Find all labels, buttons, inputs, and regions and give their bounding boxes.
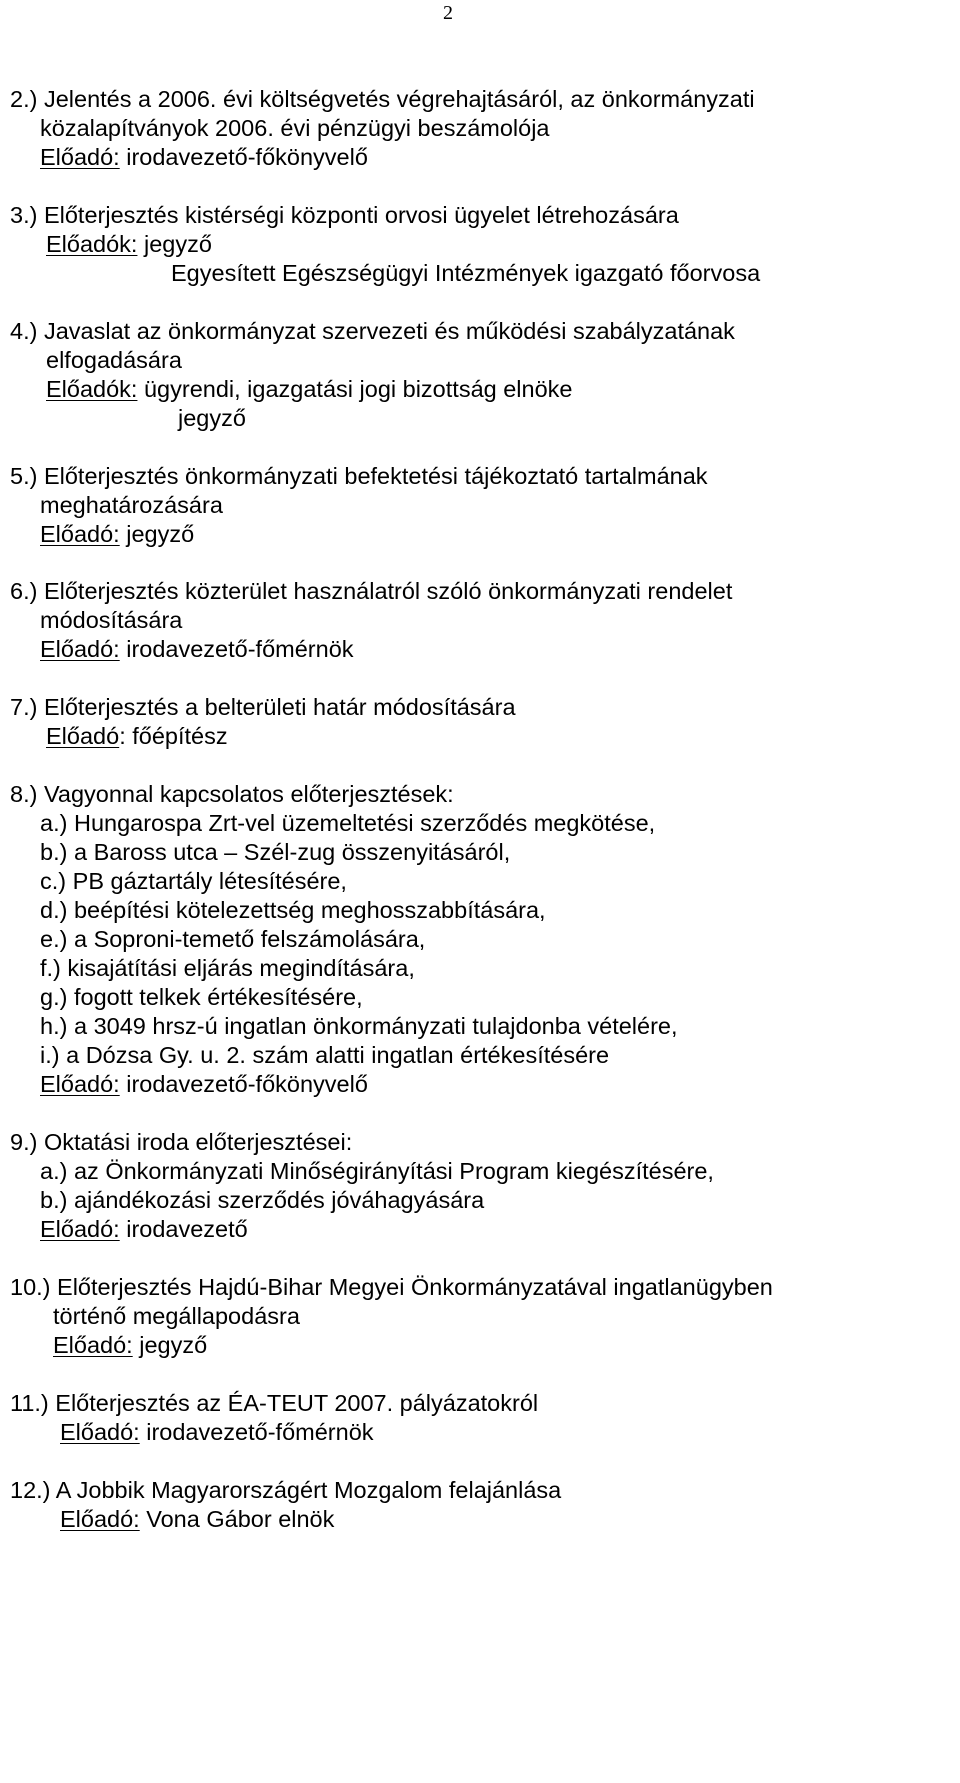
agenda-item-10-title-cont: történő megállapodásra bbox=[53, 1303, 300, 1329]
subitem-9b: b.) ajándékozási szerződés jóváhagyására bbox=[40, 1187, 485, 1213]
agenda-item-10-presenter: Előadó: jegyző bbox=[53, 1332, 208, 1358]
agenda-item-5-title-cont: meghatározására bbox=[40, 492, 223, 518]
agenda-item-2-title-cont: közalapítványok 2006. évi pénzügyi beszámolója bbox=[40, 115, 550, 141]
agenda-item-9-presenter: Előadó: irodavezető bbox=[40, 1216, 248, 1242]
agenda-item-12-title: 12.) A Jobbik Magyarországért Mozgalom felajánlása bbox=[10, 1477, 562, 1503]
subitem-9a: a.) az Önkormányzati Minőségirányítási Program kiegészítésére, bbox=[40, 1158, 714, 1184]
subitem-8g: g.) fogott telkek értékesítésére, bbox=[40, 984, 363, 1010]
presenter-label: Előadó: bbox=[40, 1071, 120, 1097]
presenter-label: Előadó: bbox=[53, 1332, 133, 1358]
subitem-8i: i.) a Dózsa Gy. u. 2. szám alatti ingatlan értékesítésére bbox=[40, 1042, 610, 1068]
agenda-item-4-presenter: Előadók: ügyrendi, igazgatási jogi bizottság elnöke bbox=[46, 376, 573, 402]
subitem-8h: h.) a 3049 hrsz-ú ingatlan önkormányzati tulajdonba vételére, bbox=[40, 1013, 678, 1039]
agenda-item-3-presenter-2: Egyesített Egészségügyi Intézmények igazgató főorvosa bbox=[171, 260, 761, 286]
agenda-item-8-title: 8.) Vagyonnal kapcsolatos előterjesztések: bbox=[10, 781, 454, 807]
presenter-label: Előadó: bbox=[60, 1419, 140, 1445]
subitem-8e: e.) a Soproni-temető felszámolására, bbox=[40, 926, 426, 952]
agenda-item-4-title-cont: elfogadására bbox=[46, 347, 182, 373]
subitem-8f: f.) kisajátítási eljárás megindítására, bbox=[40, 955, 415, 981]
agenda-item-11-title: 11.) Előterjesztés az ÉA-TEUT 2007. pályázatokról bbox=[10, 1390, 539, 1416]
presenter-label: Előadó: bbox=[40, 521, 120, 547]
presenter-label: Előadók: bbox=[46, 231, 138, 257]
subitem-8a: a.) Hungarospa Zrt-vel üzemeltetési szerződés megkötése, bbox=[40, 810, 656, 836]
subitem-8b: b.) a Baross utca – Szél-zug összenyitásáról, bbox=[40, 839, 511, 865]
agenda-item-6-presenter: Előadó: irodavezető-főmérnök bbox=[40, 636, 354, 662]
agenda-item-11-presenter: Előadó: irodavezető-főmérnök bbox=[60, 1419, 374, 1445]
item-number: 2.) bbox=[10, 86, 38, 112]
presenter-label: Előadó: bbox=[40, 1216, 120, 1242]
agenda-item-7-title: 7.) Előterjesztés a belterületi határ módosítására bbox=[10, 694, 516, 720]
agenda-item-5-title: 5.) Előterjesztés önkormányzati befektetési tájékoztató tartalmának bbox=[10, 463, 708, 489]
presenter-label: Előadó: bbox=[40, 636, 120, 662]
agenda-item-6-title-cont: módosítására bbox=[40, 607, 183, 633]
subitem-8d: d.) beépítési kötelezettség meghosszabbítására, bbox=[40, 897, 546, 923]
presenter-label: Előadó bbox=[46, 723, 120, 749]
agenda-item-4-presenter-2: jegyző bbox=[178, 405, 246, 431]
presenter-label: Előadó: bbox=[40, 144, 120, 170]
agenda-item-9-title: 9.) Oktatási iroda előterjesztései: bbox=[10, 1129, 353, 1155]
presenter-label: Előadók: bbox=[46, 376, 138, 402]
agenda-item-12-presenter: Előadó: Vona Gábor elnök bbox=[60, 1506, 335, 1532]
page-number: 2 bbox=[443, 2, 453, 24]
subitem-8c: c.) PB gáztartály létesítésére, bbox=[40, 868, 347, 894]
presenter-label: Előadó: bbox=[60, 1506, 140, 1532]
agenda-item-2-title: 2.) Jelentés a 2006. évi költségvetés végrehajtásáról, az önkormányzati bbox=[10, 86, 755, 112]
agenda-item-2-presenter: Előadó: irodavezető-főkönyvelő bbox=[40, 144, 368, 170]
agenda-item-6-title: 6.) Előterjesztés közterület használatról szóló önkormányzati rendelet bbox=[10, 578, 733, 604]
agenda-item-4-title: 4.) Javaslat az önkormányzat szervezeti és működési szabályzatának bbox=[10, 318, 735, 344]
agenda-item-8-presenter: Előadó: irodavezető-főkönyvelő bbox=[40, 1071, 368, 1097]
agenda-item-3-title: 3.) Előterjesztés kistérségi központi orvosi ügyelet létrehozására bbox=[10, 202, 679, 228]
agenda-item-10-title: 10.) Előterjesztés Hajdú-Bihar Megyei Önkormányzatával ingatlanügyben bbox=[10, 1274, 773, 1300]
agenda-item-7-presenter: Előadó: főépítész bbox=[46, 723, 228, 749]
agenda-item-3-presenter: Előadók: jegyző bbox=[46, 231, 212, 257]
agenda-item-5-presenter: Előadó: jegyző bbox=[40, 521, 195, 547]
